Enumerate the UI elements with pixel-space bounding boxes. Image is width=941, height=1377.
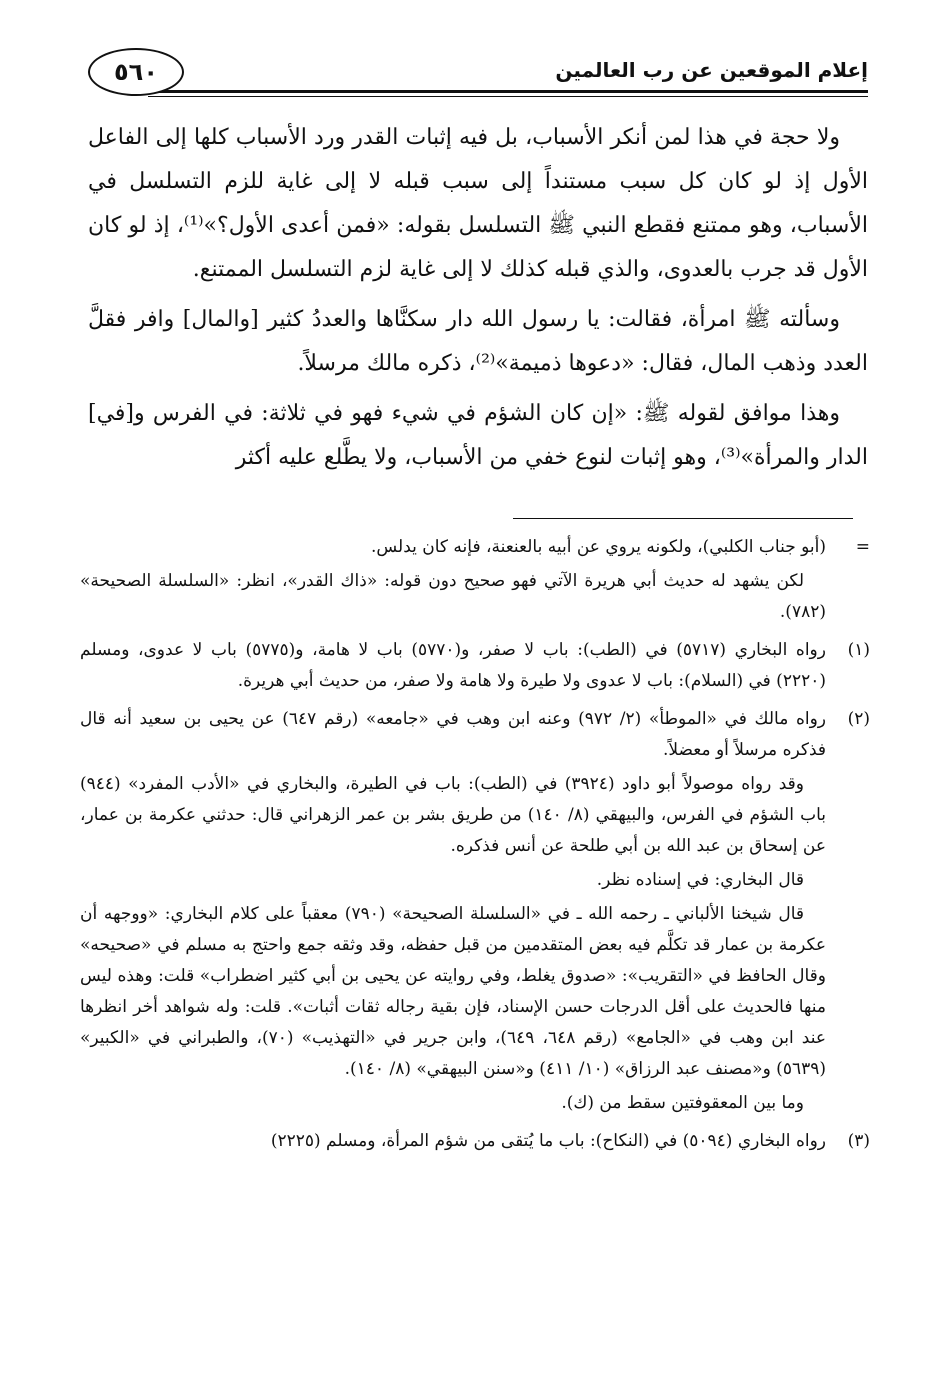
header-rule-thick	[148, 90, 868, 93]
main-text	[88, 116, 868, 486]
footnote-paragraph: رواه البخاري (٥٠٩٤) في (النكاح): باب ما يُتقى من شؤم المرأة، ومسلم (٢٢٢٥)	[270, 1131, 826, 1151]
footnote-mark: (٣)	[847, 1131, 870, 1151]
footnote-mark: (١)	[847, 640, 870, 660]
footnote-paragraph: رواه مالك في «الموطأ» (٢/ ٩٧٢) وعنه ابن وهب في «جامعه» (رقم ٦٤٧) عن يحيى بن سعيد أنه قال فذكره مرسلاً أو معضلاً.	[80, 709, 826, 760]
footnotes	[80, 532, 870, 1164]
footnote-continued	[80, 532, 870, 631]
footnote-paragraph: قال البخاري: في إسناده نظر.	[596, 870, 804, 890]
main-paragraph: وسألته ﷺ امرأة، فقالت: يا رسول الله دار سكنَّاها والعددُ كثير [والمال] وافر فقلَّ العدد وذهب المال، فقال: «دعوها ذميمة»⁽²⁾، ذكره مالك مرسلاً.	[88, 307, 868, 376]
footnote-3	[80, 1126, 870, 1160]
footnote-paragraph: وما بين المعقوفتين سقط من (ك).	[561, 1093, 804, 1113]
footnote-paragraph: لكن يشهد له حديث أبي هريرة الآتي فهو صحيح دون قوله: «ذاك القدر»، انظر: «السلسلة الصحيحة» (٧٨٢).	[80, 571, 826, 622]
footnote-body	[80, 532, 826, 631]
footnote-body	[80, 1126, 826, 1160]
page-number: ٥٦٠	[88, 48, 184, 96]
footnote-separator	[513, 518, 853, 519]
header-rule-thin	[148, 96, 868, 97]
footnote-1	[80, 635, 870, 700]
book-title: إعلام الموقعين عن رب العالمين	[555, 58, 868, 82]
footnote-paragraph: قال شيخنا الألباني ـ رحمه الله ـ في «السلسلة الصحيحة» (٧٩٠) معقباً على كلام البخاري: «ووجهه أن عكرمة بن عمار قد تكلَّم فيه بعض المتقدمين من قبل حفظه، وقد وثقه جمع واحتج به مسلم في «صحيحه» وقال الحافظ في «التقريب»: «صدوق يغلط، وفي روايته عن يحيى بن أبي كثير اضطراب» قلت: وهذه ليس منها فالحديث على أقل الدرجات حسن الإسناد، فإن بقية رجاله ثقات أثبات». قلت: وله شواهد أخر انظرها عند ابن وهب في «الجامع» (رقم ٦٤٨، ٦٤٩)، وابن جرير في «التهذيب» (٧٠)، والطبراني في «الكبير» (٥٦٣٩) و«مصنف عبد الرزاق» (١٠/ ٤١١) و«سنن البيهقي» (٨/ ١٤٠).	[80, 904, 826, 1079]
footnote-paragraph: رواه البخاري (٥٧١٧) في (الطب): باب لا صفر، و(٥٧٧٠) باب لا هامة، و(٥٧٧٥) باب لا عدوى، ومسلم (٢٢٢٠) في (السلام): باب لا عدوى ولا طيرة ولا هامة ولا صفر، من حديث أبي هريرة.	[80, 640, 826, 691]
main-paragraph: وهذا موافق لقوله ﷺ: «إن كان الشؤم في شيء فهو في ثلاثة: في الفرس و[في] الدار والمرأة»⁽³⁾، وهو إثبات لنوع خفي من الأسباب، ولا يطَّلع عليه أكثر	[88, 401, 868, 470]
main-paragraph: ولا حجة في هذا لمن أنكر الأسباب، بل فيه إثبات القدر ورد الأسباب كلها إلى الفاعل الأول إذ لو كان كل سبب مستنداً إلى سبب قبله لا إلى غاية للزم التسلسل في الأسباب، وهو ممتنع فقطع النبي ﷺ التسلسل بقوله: «فمن أعدى الأول؟»⁽¹⁾، إذ لو كان الأول قد جرب بالعدوى، والذي قبله كذلك لا إلى غاية لزم التسلسل الممتنع.	[88, 125, 868, 282]
footnote-2	[80, 704, 870, 1122]
footnote-paragraph: وقد رواه موصولاً أبو داود (٣٩٢٤) في (الطب): باب في الطيرة، والبخاري في «الأدب المفرد» (٩٤٤) باب الشؤم في الفرس، والبيهقي (٨/ ١٤٠) من طريق بشر بن عمر الزهراني قال: حدثني عكرمة بن عمار، عن إسحاق بن عبد الله بن أبي طلحة عن أنس فذكره.	[80, 774, 826, 856]
footnote-mark: (٢)	[847, 709, 870, 729]
footnote-paragraph: (أبو جناب الكلبي)، ولكونه يروي عن أبيه بالعنعنة، فإنه كان يدلس.	[370, 537, 826, 557]
footnote-body	[80, 635, 826, 700]
page-header	[88, 44, 868, 104]
footnote-body	[80, 704, 826, 1122]
footnote-mark: =	[855, 537, 870, 557]
